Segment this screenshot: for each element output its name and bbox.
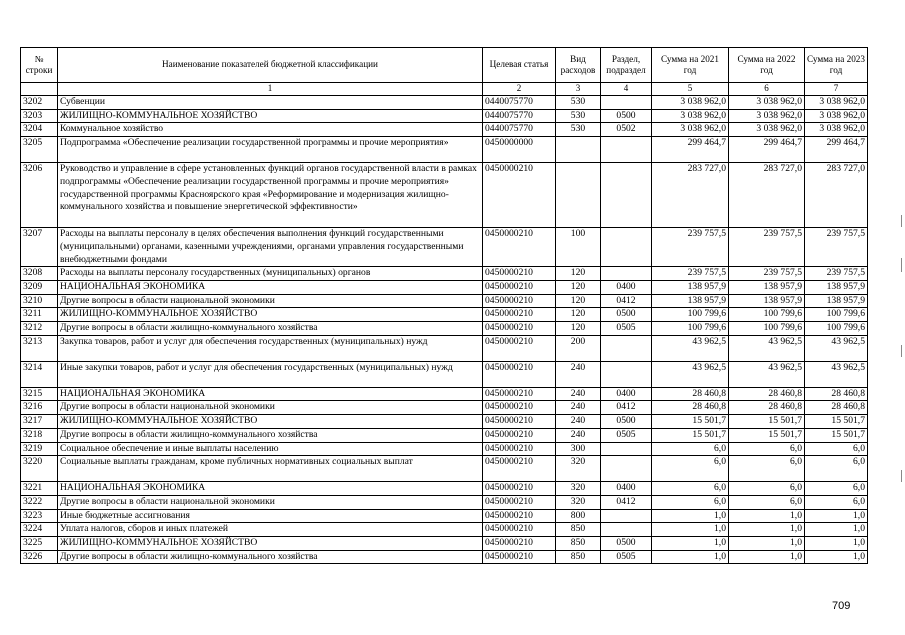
table-row bbox=[21, 96, 868, 110]
table-row bbox=[21, 428, 868, 442]
row-name: Социальные выплаты гражданам, кроме публичных нормативных социальных выплат bbox=[58, 456, 483, 482]
row-expense-kind: 850 bbox=[556, 523, 601, 537]
row-sum-2021: 239 757,5 bbox=[652, 228, 729, 267]
table-row bbox=[21, 537, 868, 551]
row-sum-2021: 1,0 bbox=[652, 523, 729, 537]
header-name: Наименование показателей бюджетной классификации bbox=[58, 48, 483, 83]
row-number: 3219 bbox=[21, 442, 58, 456]
row-sum-2022: 239 757,5 bbox=[729, 267, 805, 281]
row-target-code: 0450000000 bbox=[483, 137, 556, 163]
row-name: Другие вопросы в области национальной экономики bbox=[58, 495, 483, 509]
column-number: 3 bbox=[556, 83, 601, 96]
row-sum-2021: 28 460,8 bbox=[652, 387, 729, 401]
row-sum-2022: 6,0 bbox=[729, 495, 805, 509]
row-number: 3202 bbox=[21, 96, 58, 110]
row-number: 3218 bbox=[21, 428, 58, 442]
row-sum-2021: 3 038 962,0 bbox=[652, 123, 729, 137]
row-expense-kind: 120 bbox=[556, 280, 601, 294]
row-target-code: 0450000210 bbox=[483, 523, 556, 537]
row-section: 0400 bbox=[601, 280, 652, 294]
row-sum-2023: 6,0 bbox=[805, 456, 868, 482]
row-number: 3210 bbox=[21, 294, 58, 308]
row-sum-2021: 1,0 bbox=[652, 509, 729, 523]
row-sum-2022: 3 038 962,0 bbox=[729, 109, 805, 123]
row-section: 0412 bbox=[601, 294, 652, 308]
row-target-code: 0450000210 bbox=[483, 442, 556, 456]
row-number: 3224 bbox=[21, 523, 58, 537]
row-target-code: 0450000210 bbox=[483, 280, 556, 294]
row-name: Иные бюджетные ассигнования bbox=[58, 509, 483, 523]
row-name: Социальное обеспечение и иные выплаты населению bbox=[58, 442, 483, 456]
row-sum-2021: 6,0 bbox=[652, 482, 729, 496]
row-sum-2023: 43 962,5 bbox=[805, 361, 868, 387]
row-sum-2023: 100 799,6 bbox=[805, 308, 868, 322]
row-name: ЖИЛИЩНО-КОММУНАЛЬНОЕ ХОЗЯЙСТВО bbox=[58, 537, 483, 551]
row-section bbox=[601, 267, 652, 281]
row-target-code: 0440075770 bbox=[483, 96, 556, 110]
row-name: ЖИЛИЩНО-КОММУНАЛЬНОЕ ХОЗЯЙСТВО bbox=[58, 308, 483, 322]
row-expense-kind: 240 bbox=[556, 387, 601, 401]
column-number: 7 bbox=[805, 83, 868, 96]
row-target-code: 0450000210 bbox=[483, 509, 556, 523]
row-section: 0412 bbox=[601, 495, 652, 509]
row-target-code: 0450000210 bbox=[483, 482, 556, 496]
row-target-code: 0440075770 bbox=[483, 123, 556, 137]
table-row bbox=[21, 442, 868, 456]
row-target-code: 0450000210 bbox=[483, 401, 556, 415]
row-sum-2021: 6,0 bbox=[652, 456, 729, 482]
row-number: 3211 bbox=[21, 308, 58, 322]
row-sum-2023: 1,0 bbox=[805, 550, 868, 564]
row-sum-2021: 239 757,5 bbox=[652, 267, 729, 281]
row-section bbox=[601, 361, 652, 387]
row-sum-2021: 100 799,6 bbox=[652, 322, 729, 336]
row-expense-kind bbox=[556, 137, 601, 163]
row-sum-2022: 1,0 bbox=[729, 509, 805, 523]
row-section bbox=[601, 163, 652, 228]
row-name: Расходы на выплаты персоналу в целях обеспечения выполнения функций государственными (муниципальными) органами, казенными учреждениями, органами управления государственными внебюджетными фондами bbox=[58, 228, 483, 267]
table-row bbox=[21, 228, 868, 267]
row-number: 3226 bbox=[21, 550, 58, 564]
row-sum-2022: 6,0 bbox=[729, 456, 805, 482]
row-number: 3223 bbox=[21, 509, 58, 523]
row-section bbox=[601, 228, 652, 267]
row-sum-2021: 43 962,5 bbox=[652, 335, 729, 361]
row-number: 3204 bbox=[21, 123, 58, 137]
row-sum-2022: 15 501,7 bbox=[729, 415, 805, 429]
row-expense-kind bbox=[556, 163, 601, 228]
table-row bbox=[21, 335, 868, 361]
row-expense-kind: 240 bbox=[556, 401, 601, 415]
row-number: 3221 bbox=[21, 482, 58, 496]
row-sum-2023: 1,0 bbox=[805, 537, 868, 551]
row-name: Иные закупки товаров, работ и услуг для обеспечения государственных (муниципальных) нужд bbox=[58, 361, 483, 387]
row-target-code: 0450000210 bbox=[483, 267, 556, 281]
row-target-code: 0450000210 bbox=[483, 428, 556, 442]
table-row bbox=[21, 550, 868, 564]
row-sum-2023: 239 757,5 bbox=[805, 267, 868, 281]
row-section: 0505 bbox=[601, 550, 652, 564]
row-section: 0412 bbox=[601, 401, 652, 415]
row-number: 3209 bbox=[21, 280, 58, 294]
row-sum-2023: 283 727,0 bbox=[805, 163, 868, 228]
scan-edge-mark bbox=[901, 470, 902, 482]
budget-table bbox=[20, 47, 868, 564]
table-row bbox=[21, 123, 868, 137]
row-sum-2022: 1,0 bbox=[729, 537, 805, 551]
table-row bbox=[21, 137, 868, 163]
row-target-code: 0450000210 bbox=[483, 322, 556, 336]
row-section: 0500 bbox=[601, 109, 652, 123]
row-name: Руководство и управление в сфере установленных функций органов государственной власти в рамках подпрограммы «Обеспечение реализации государственной программы и прочие мероприятия» государственной программы Красноярского края «Реформирование и модернизация жилищно-коммунального хозяйства и повышение энергетической эффективности» bbox=[58, 163, 483, 228]
row-number: 3213 bbox=[21, 335, 58, 361]
row-sum-2022: 283 727,0 bbox=[729, 163, 805, 228]
header-sum-2023: Сумма на 2023 год bbox=[805, 48, 868, 83]
row-sum-2022: 6,0 bbox=[729, 482, 805, 496]
row-sum-2023: 15 501,7 bbox=[805, 415, 868, 429]
row-number: 3217 bbox=[21, 415, 58, 429]
table-row bbox=[21, 280, 868, 294]
row-sum-2021: 1,0 bbox=[652, 550, 729, 564]
table-row bbox=[21, 109, 868, 123]
row-sum-2021: 283 727,0 bbox=[652, 163, 729, 228]
row-sum-2021: 299 464,7 bbox=[652, 137, 729, 163]
row-sum-2023: 138 957,9 bbox=[805, 280, 868, 294]
row-expense-kind: 120 bbox=[556, 294, 601, 308]
scan-edge-mark bbox=[901, 258, 902, 272]
row-name: Расходы на выплаты персоналу государственных (муниципальных) органов bbox=[58, 267, 483, 281]
column-number: 4 bbox=[601, 83, 652, 96]
header-kind: Вид расходов bbox=[556, 48, 601, 83]
row-sum-2022: 1,0 bbox=[729, 550, 805, 564]
row-expense-kind: 120 bbox=[556, 322, 601, 336]
row-expense-kind: 120 bbox=[556, 267, 601, 281]
row-section: 0500 bbox=[601, 308, 652, 322]
row-expense-kind: 300 bbox=[556, 442, 601, 456]
row-section bbox=[601, 442, 652, 456]
scan-edge-mark bbox=[901, 215, 902, 227]
row-target-code: 0450000210 bbox=[483, 163, 556, 228]
header-sum-2022: Сумма на 2022 год bbox=[729, 48, 805, 83]
row-sum-2022: 15 501,7 bbox=[729, 428, 805, 442]
row-sum-2022: 138 957,9 bbox=[729, 294, 805, 308]
table-row bbox=[21, 267, 868, 281]
row-section bbox=[601, 456, 652, 482]
row-sum-2023: 6,0 bbox=[805, 442, 868, 456]
row-sum-2023: 100 799,6 bbox=[805, 322, 868, 336]
row-name: Уплата налогов, сборов и иных платежей bbox=[58, 523, 483, 537]
row-name: НАЦИОНАЛЬНАЯ ЭКОНОМИКА bbox=[58, 280, 483, 294]
row-target-code: 0450000210 bbox=[483, 294, 556, 308]
row-sum-2022: 28 460,8 bbox=[729, 401, 805, 415]
row-section: 0400 bbox=[601, 387, 652, 401]
row-expense-kind: 200 bbox=[556, 335, 601, 361]
table-row bbox=[21, 387, 868, 401]
row-expense-kind: 100 bbox=[556, 228, 601, 267]
row-expense-kind: 850 bbox=[556, 550, 601, 564]
row-sum-2023: 299 464,7 bbox=[805, 137, 868, 163]
row-name: НАЦИОНАЛЬНАЯ ЭКОНОМИКА bbox=[58, 387, 483, 401]
row-section bbox=[601, 523, 652, 537]
row-name: Другие вопросы в области жилищно-коммунального хозяйства bbox=[58, 322, 483, 336]
row-number: 3215 bbox=[21, 387, 58, 401]
row-sum-2022: 3 038 962,0 bbox=[729, 123, 805, 137]
row-name: Другие вопросы в области жилищно-коммунального хозяйства bbox=[58, 550, 483, 564]
row-sum-2023: 1,0 bbox=[805, 523, 868, 537]
row-sum-2023: 138 957,9 bbox=[805, 294, 868, 308]
header-sum-2021: Сумма на 2021 год bbox=[652, 48, 729, 83]
row-expense-kind: 240 bbox=[556, 428, 601, 442]
row-expense-kind: 320 bbox=[556, 456, 601, 482]
row-sum-2022: 100 799,6 bbox=[729, 308, 805, 322]
row-sum-2021: 138 957,9 bbox=[652, 280, 729, 294]
row-section: 0500 bbox=[601, 415, 652, 429]
row-sum-2021: 6,0 bbox=[652, 495, 729, 509]
row-expense-kind: 240 bbox=[556, 415, 601, 429]
row-sum-2022: 6,0 bbox=[729, 442, 805, 456]
row-sum-2023: 6,0 bbox=[805, 495, 868, 509]
header-section: Раздел, подраздел bbox=[601, 48, 652, 83]
row-sum-2022: 43 962,5 bbox=[729, 335, 805, 361]
row-sum-2023: 3 038 962,0 bbox=[805, 109, 868, 123]
row-name: ЖИЛИЩНО-КОММУНАЛЬНОЕ ХОЗЯЙСТВО bbox=[58, 415, 483, 429]
row-name: ЖИЛИЩНО-КОММУНАЛЬНОЕ ХОЗЯЙСТВО bbox=[58, 109, 483, 123]
row-sum-2021: 28 460,8 bbox=[652, 401, 729, 415]
row-name: Другие вопросы в области национальной экономики bbox=[58, 294, 483, 308]
table-row bbox=[21, 523, 868, 537]
row-section: 0400 bbox=[601, 482, 652, 496]
row-target-code: 0450000210 bbox=[483, 415, 556, 429]
table-row bbox=[21, 361, 868, 387]
row-sum-2022: 28 460,8 bbox=[729, 387, 805, 401]
table-row bbox=[21, 482, 868, 496]
row-expense-kind: 120 bbox=[556, 308, 601, 322]
table-row bbox=[21, 308, 868, 322]
row-sum-2021: 138 957,9 bbox=[652, 294, 729, 308]
row-expense-kind: 530 bbox=[556, 96, 601, 110]
table-row bbox=[21, 322, 868, 336]
row-sum-2023: 28 460,8 bbox=[805, 387, 868, 401]
row-sum-2022: 100 799,6 bbox=[729, 322, 805, 336]
row-number: 3205 bbox=[21, 137, 58, 163]
row-number: 3203 bbox=[21, 109, 58, 123]
row-number: 3225 bbox=[21, 537, 58, 551]
row-expense-kind: 530 bbox=[556, 123, 601, 137]
header-num: № строки bbox=[21, 48, 58, 83]
row-sum-2022: 138 957,9 bbox=[729, 280, 805, 294]
row-number: 3222 bbox=[21, 495, 58, 509]
row-sum-2021: 15 501,7 bbox=[652, 415, 729, 429]
row-section bbox=[601, 509, 652, 523]
table-row bbox=[21, 495, 868, 509]
table-row bbox=[21, 294, 868, 308]
row-sum-2022: 43 962,5 bbox=[729, 361, 805, 387]
row-sum-2023: 1,0 bbox=[805, 509, 868, 523]
row-name: НАЦИОНАЛЬНАЯ ЭКОНОМИКА bbox=[58, 482, 483, 496]
row-target-code: 0450000210 bbox=[483, 228, 556, 267]
column-number: 6 bbox=[729, 83, 805, 96]
row-sum-2021: 3 038 962,0 bbox=[652, 96, 729, 110]
column-number-blank bbox=[21, 83, 58, 96]
row-expense-kind: 800 bbox=[556, 509, 601, 523]
row-sum-2023: 15 501,7 bbox=[805, 428, 868, 442]
row-sum-2023: 43 962,5 bbox=[805, 335, 868, 361]
row-expense-kind: 240 bbox=[556, 361, 601, 387]
table-row bbox=[21, 456, 868, 482]
row-sum-2021: 3 038 962,0 bbox=[652, 109, 729, 123]
row-name: Подпрограмма «Обеспечение реализации государственной программы и прочие мероприятия» bbox=[58, 137, 483, 163]
row-sum-2022: 1,0 bbox=[729, 523, 805, 537]
table-row bbox=[21, 509, 868, 523]
row-number: 3212 bbox=[21, 322, 58, 336]
scan-edge-mark bbox=[901, 345, 902, 357]
column-number-row bbox=[21, 83, 868, 96]
row-name: Коммунальное хозяйство bbox=[58, 123, 483, 137]
row-sum-2023: 239 757,5 bbox=[805, 228, 868, 267]
row-target-code: 0450000210 bbox=[483, 387, 556, 401]
row-sum-2021: 6,0 bbox=[652, 442, 729, 456]
page-number: 709 bbox=[832, 600, 851, 612]
row-target-code: 0450000210 bbox=[483, 308, 556, 322]
table-row bbox=[21, 163, 868, 228]
row-name: Другие вопросы в области жилищно-коммунального хозяйства bbox=[58, 428, 483, 442]
row-sum-2021: 15 501,7 bbox=[652, 428, 729, 442]
row-sum-2023: 3 038 962,0 bbox=[805, 123, 868, 137]
row-section: 0500 bbox=[601, 537, 652, 551]
column-number: 5 bbox=[652, 83, 729, 96]
row-target-code: 0440075770 bbox=[483, 109, 556, 123]
row-sum-2022: 239 757,5 bbox=[729, 228, 805, 267]
header-row bbox=[21, 48, 868, 83]
row-number: 3216 bbox=[21, 401, 58, 415]
row-target-code: 0450000210 bbox=[483, 537, 556, 551]
row-expense-kind: 320 bbox=[556, 495, 601, 509]
column-number: 1 bbox=[58, 83, 483, 96]
row-sum-2021: 100 799,6 bbox=[652, 308, 729, 322]
row-name: Закупка товаров, работ и услуг для обеспечения государственных (муниципальных) нужд bbox=[58, 335, 483, 361]
row-sum-2021: 1,0 bbox=[652, 537, 729, 551]
row-sum-2023: 3 038 962,0 bbox=[805, 96, 868, 110]
row-sum-2023: 28 460,8 bbox=[805, 401, 868, 415]
row-expense-kind: 530 bbox=[556, 109, 601, 123]
row-section bbox=[601, 137, 652, 163]
row-number: 3207 bbox=[21, 228, 58, 267]
row-name: Субвенции bbox=[58, 96, 483, 110]
row-number: 3214 bbox=[21, 361, 58, 387]
row-number: 3220 bbox=[21, 456, 58, 482]
row-expense-kind: 320 bbox=[556, 482, 601, 496]
row-sum-2022: 299 464,7 bbox=[729, 137, 805, 163]
row-name: Другие вопросы в области национальной экономики bbox=[58, 401, 483, 415]
row-expense-kind: 850 bbox=[556, 537, 601, 551]
row-sum-2023: 6,0 bbox=[805, 482, 868, 496]
row-section: 0505 bbox=[601, 322, 652, 336]
row-number: 3206 bbox=[21, 163, 58, 228]
column-number: 2 bbox=[483, 83, 556, 96]
row-number: 3208 bbox=[21, 267, 58, 281]
row-target-code: 0450000210 bbox=[483, 361, 556, 387]
row-sum-2022: 3 038 962,0 bbox=[729, 96, 805, 110]
row-target-code: 0450000210 bbox=[483, 456, 556, 482]
table-row bbox=[21, 401, 868, 415]
header-code: Целевая статья bbox=[483, 48, 556, 83]
row-target-code: 0450000210 bbox=[483, 550, 556, 564]
row-section bbox=[601, 96, 652, 110]
row-section: 0505 bbox=[601, 428, 652, 442]
table-row bbox=[21, 415, 868, 429]
row-sum-2021: 43 962,5 bbox=[652, 361, 729, 387]
row-target-code: 0450000210 bbox=[483, 335, 556, 361]
row-section: 0502 bbox=[601, 123, 652, 137]
row-section bbox=[601, 335, 652, 361]
row-target-code: 0450000210 bbox=[483, 495, 556, 509]
